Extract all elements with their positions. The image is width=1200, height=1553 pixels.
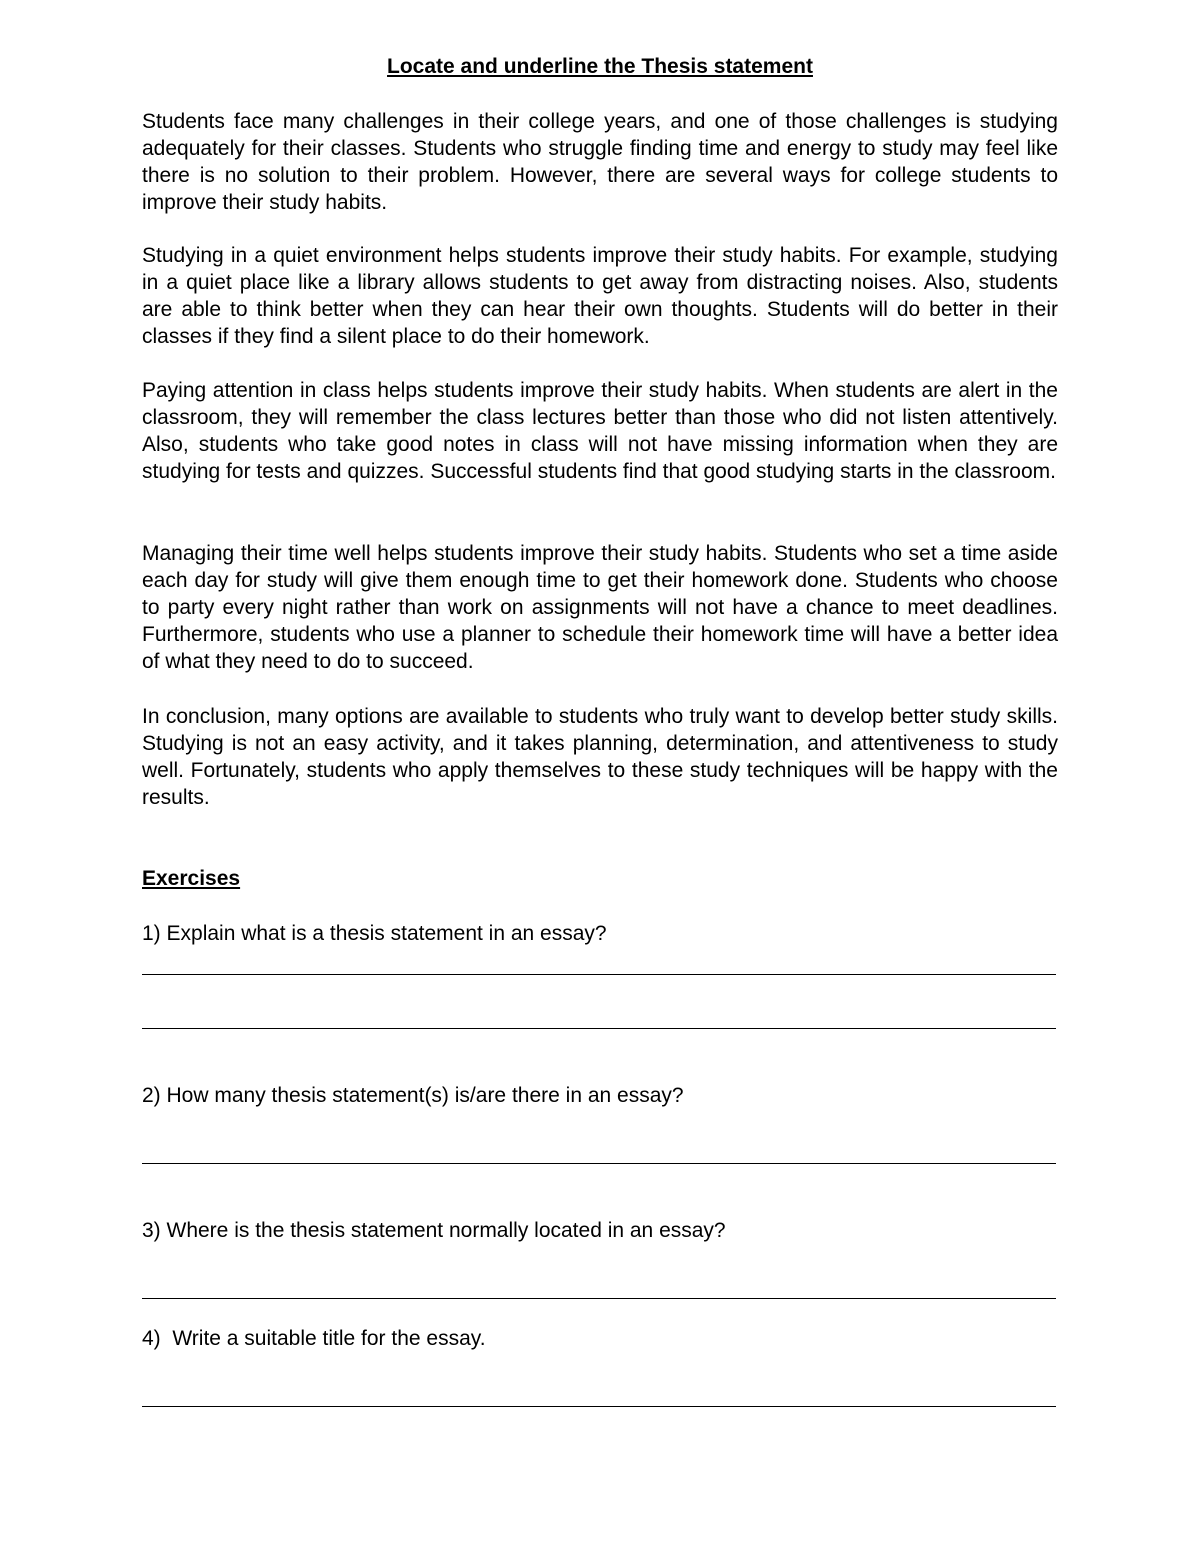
question-1: 1) Explain what is a thesis statement in an essay? xyxy=(142,922,607,945)
answer-line-2[interactable] xyxy=(142,1163,1056,1164)
answer-line-3[interactable] xyxy=(142,1298,1056,1299)
answer-line-1a[interactable] xyxy=(142,974,1056,975)
page-title: Locate and underline the Thesis statement xyxy=(387,55,813,78)
paragraph-quiet-environment: Studying in a quiet environment helps students improve their study habits. For example, studying in a quiet place like a library allows students to get away from distracting noises. Also, students are able to think better when they can hear their own thoughts. Students will do better in their classes if they find a silent place to do their homework. xyxy=(142,244,1058,348)
question-3: 3) Where is the thesis statement normally located in an essay? xyxy=(142,1219,726,1242)
question-2: 2) How many thesis statement(s) is/are there in an essay? xyxy=(142,1084,684,1107)
paragraph-managing-time: Managing their time well helps students improve their study habits. Students who set a time aside each day for study will give them enough time to get their homework done. Students who choose to party every night rather than work on assignments will not have a chance to meet deadlines. Furthermore, students who use a planner to schedule their homework time will have a better idea of what they need to do to succeed. xyxy=(142,542,1058,673)
paragraph-introduction: Students face many challenges in their college years, and one of those challenges is studying adequately for their classes. Students who struggle finding time and energy to study may feel like there is no solution to their problem. However, there are several ways for college students to improve their study habits. xyxy=(142,110,1058,214)
answer-line-1b[interactable] xyxy=(142,1028,1056,1029)
paragraph-paying-attention: Paying attention in class helps students improve their study habits. When students are alert in the classroom, they will remember the class lectures better than those who did not listen attentively. Also, students who take good notes in class will not have missing information when they are studying for tests and quizzes. Successful students find that good studying starts in the classroom. xyxy=(142,379,1058,483)
paragraph-conclusion: In conclusion, many options are available to students who truly want to develop better study skills. Studying is not an easy activity, and it takes planning, determination, and attentiveness to study well. Fortunately, students who apply themselves to these study techniques will be happy with the results. xyxy=(142,705,1058,809)
answer-line-4[interactable] xyxy=(142,1406,1056,1407)
question-4: 4) Write a suitable title for the essay. xyxy=(142,1327,486,1350)
exercises-heading: Exercises xyxy=(142,867,241,890)
